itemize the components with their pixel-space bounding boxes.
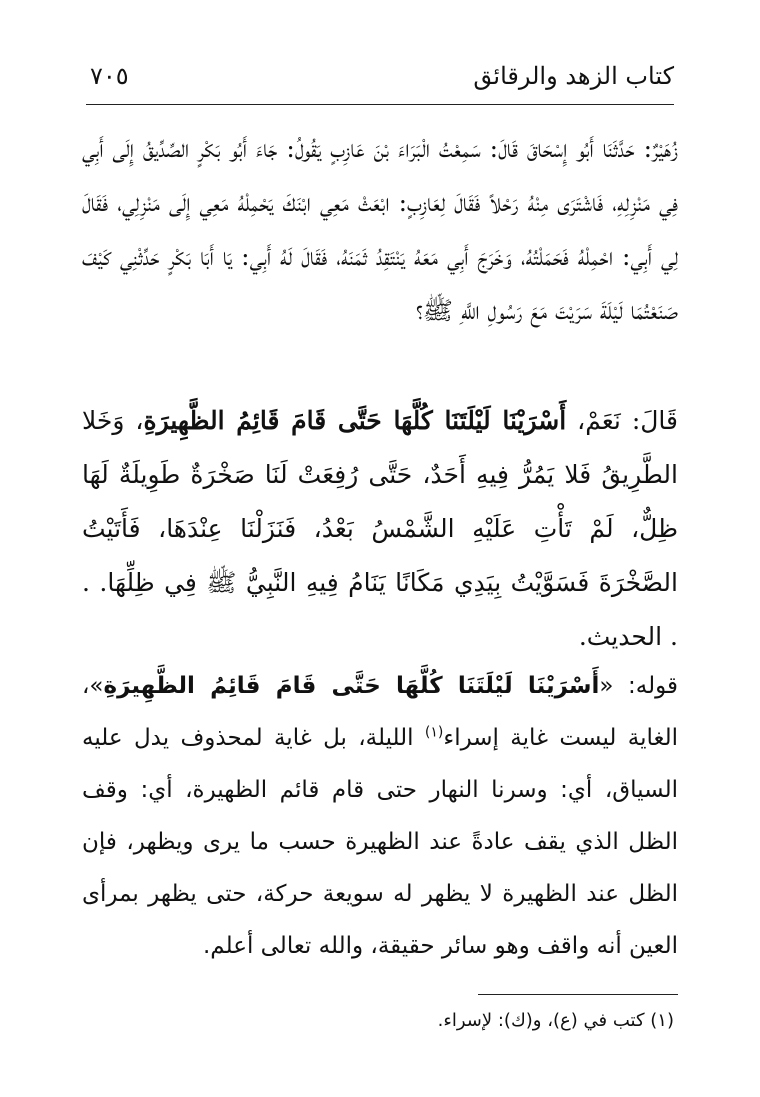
- footnote: (١) كتب في (ع)، و(ك): لإسراء.: [437, 1010, 674, 1031]
- footnote-reference: (١): [424, 724, 444, 741]
- commentary-after-quote: »، الغاية ليست غاية إسراء: [82, 673, 678, 751]
- hadith-text-rest: ، وَخَلا الطَّرِيقُ فَلا يَمُرُّ فِيهِ أَحَدٌ، حَتَّى رُفِعَتْ لَنَا صَخْرَةٌ طَوِيلَةٌ لَهَا ظِلٌّ، لَمْ تَأْتِ عَلَيْهِ الشَّمْسُ بَعْدُ، فَنَزَلْنَا عِنْدَهَا، فَأَتَيْتُ الصَّخْرَةَ فَسَوَّيْتُ بِيَدِي مَكَانًا يَنَامُ فِيهِ النَّبِيُّ ﷺ فِي ظِلِّهَا. . . الحديث.: [82, 406, 678, 651]
- hadith-text-start: قَالَ: نَعَمْ،: [566, 406, 678, 435]
- hadith-bold-phrase: أَسْرَيْنَا لَيْلَتَنَا كُلَّهَا حَتَّى قَامَ قَائِمُ الظَّهِيرَةِ: [143, 406, 567, 435]
- commentary-intro: قوله: «: [599, 673, 678, 699]
- page-header: [86, 58, 674, 105]
- hadith-paragraph-2: [82, 394, 678, 664]
- commentary-quote: أَسْرَيْنَا لَيْلَتَنَا كُلَّهَا حَتَّى قَامَ قَائِمُ الظَّهِيرَةِ: [103, 673, 600, 699]
- hadith-paragraph-1: زُهَيْرٌ: حَدَّثَنَا أَبُو إِسْحَاقَ قَالَ: سَمِعْتُ الْبَرَاءَ بْنَ عَازِبٍ يَقُولُ: جَاءَ أَبُو بَكْرٍ الصِّدِّيقُ إِلَى أَبِي فِي مَنْزِلِهِ، فَاشْتَرَى مِنْهُ رَحْلاً فَقَالَ لِعَازِبٍ: ابْعَثْ مَعِي ابْنَكَ يَحْمِلْهُ مَعِي إِلَى مَنْزِلِي، فَقَالَ لِي أَبِي: احْمِلْهُ فَحَمَلْتُهُ، وَخَرَجَ أَبِي مَعَهُ يَنْتَقِدُ ثَمَنَهُ، فَقَالَ لَهُ أَبِي: يَا أَبَا بَكْرٍ حَدِّثْنِي كَيْفَ صَنَعْتُمَا لَيْلَةَ سَرَيْتَ مَعَ رَسُولِ اللَّهِ ﷺ؟: [82, 134, 678, 325]
- commentary-rest: الليلة، بل غاية لمحذوف يدل عليه السياق، أي: وسرنا النهار حتى قام قائم الظهيرة، أي: وقف الظل الذي يقف عادةً عند الظهيرة حسب ما يرى ويظهر، فإن الظل عند الظهيرة لا يظهر له سويعة حركة، حتى يظهر بمرأى العين أنه واقف وهو سائر حقيقة، والله تعالى أعلم.: [82, 725, 678, 959]
- footnote-divider: [478, 994, 678, 995]
- chapter-title: كتاب الزهد والرقائق: [473, 62, 674, 90]
- commentary-paragraph: [82, 660, 678, 972]
- page-number: ٧٠٥: [90, 62, 129, 90]
